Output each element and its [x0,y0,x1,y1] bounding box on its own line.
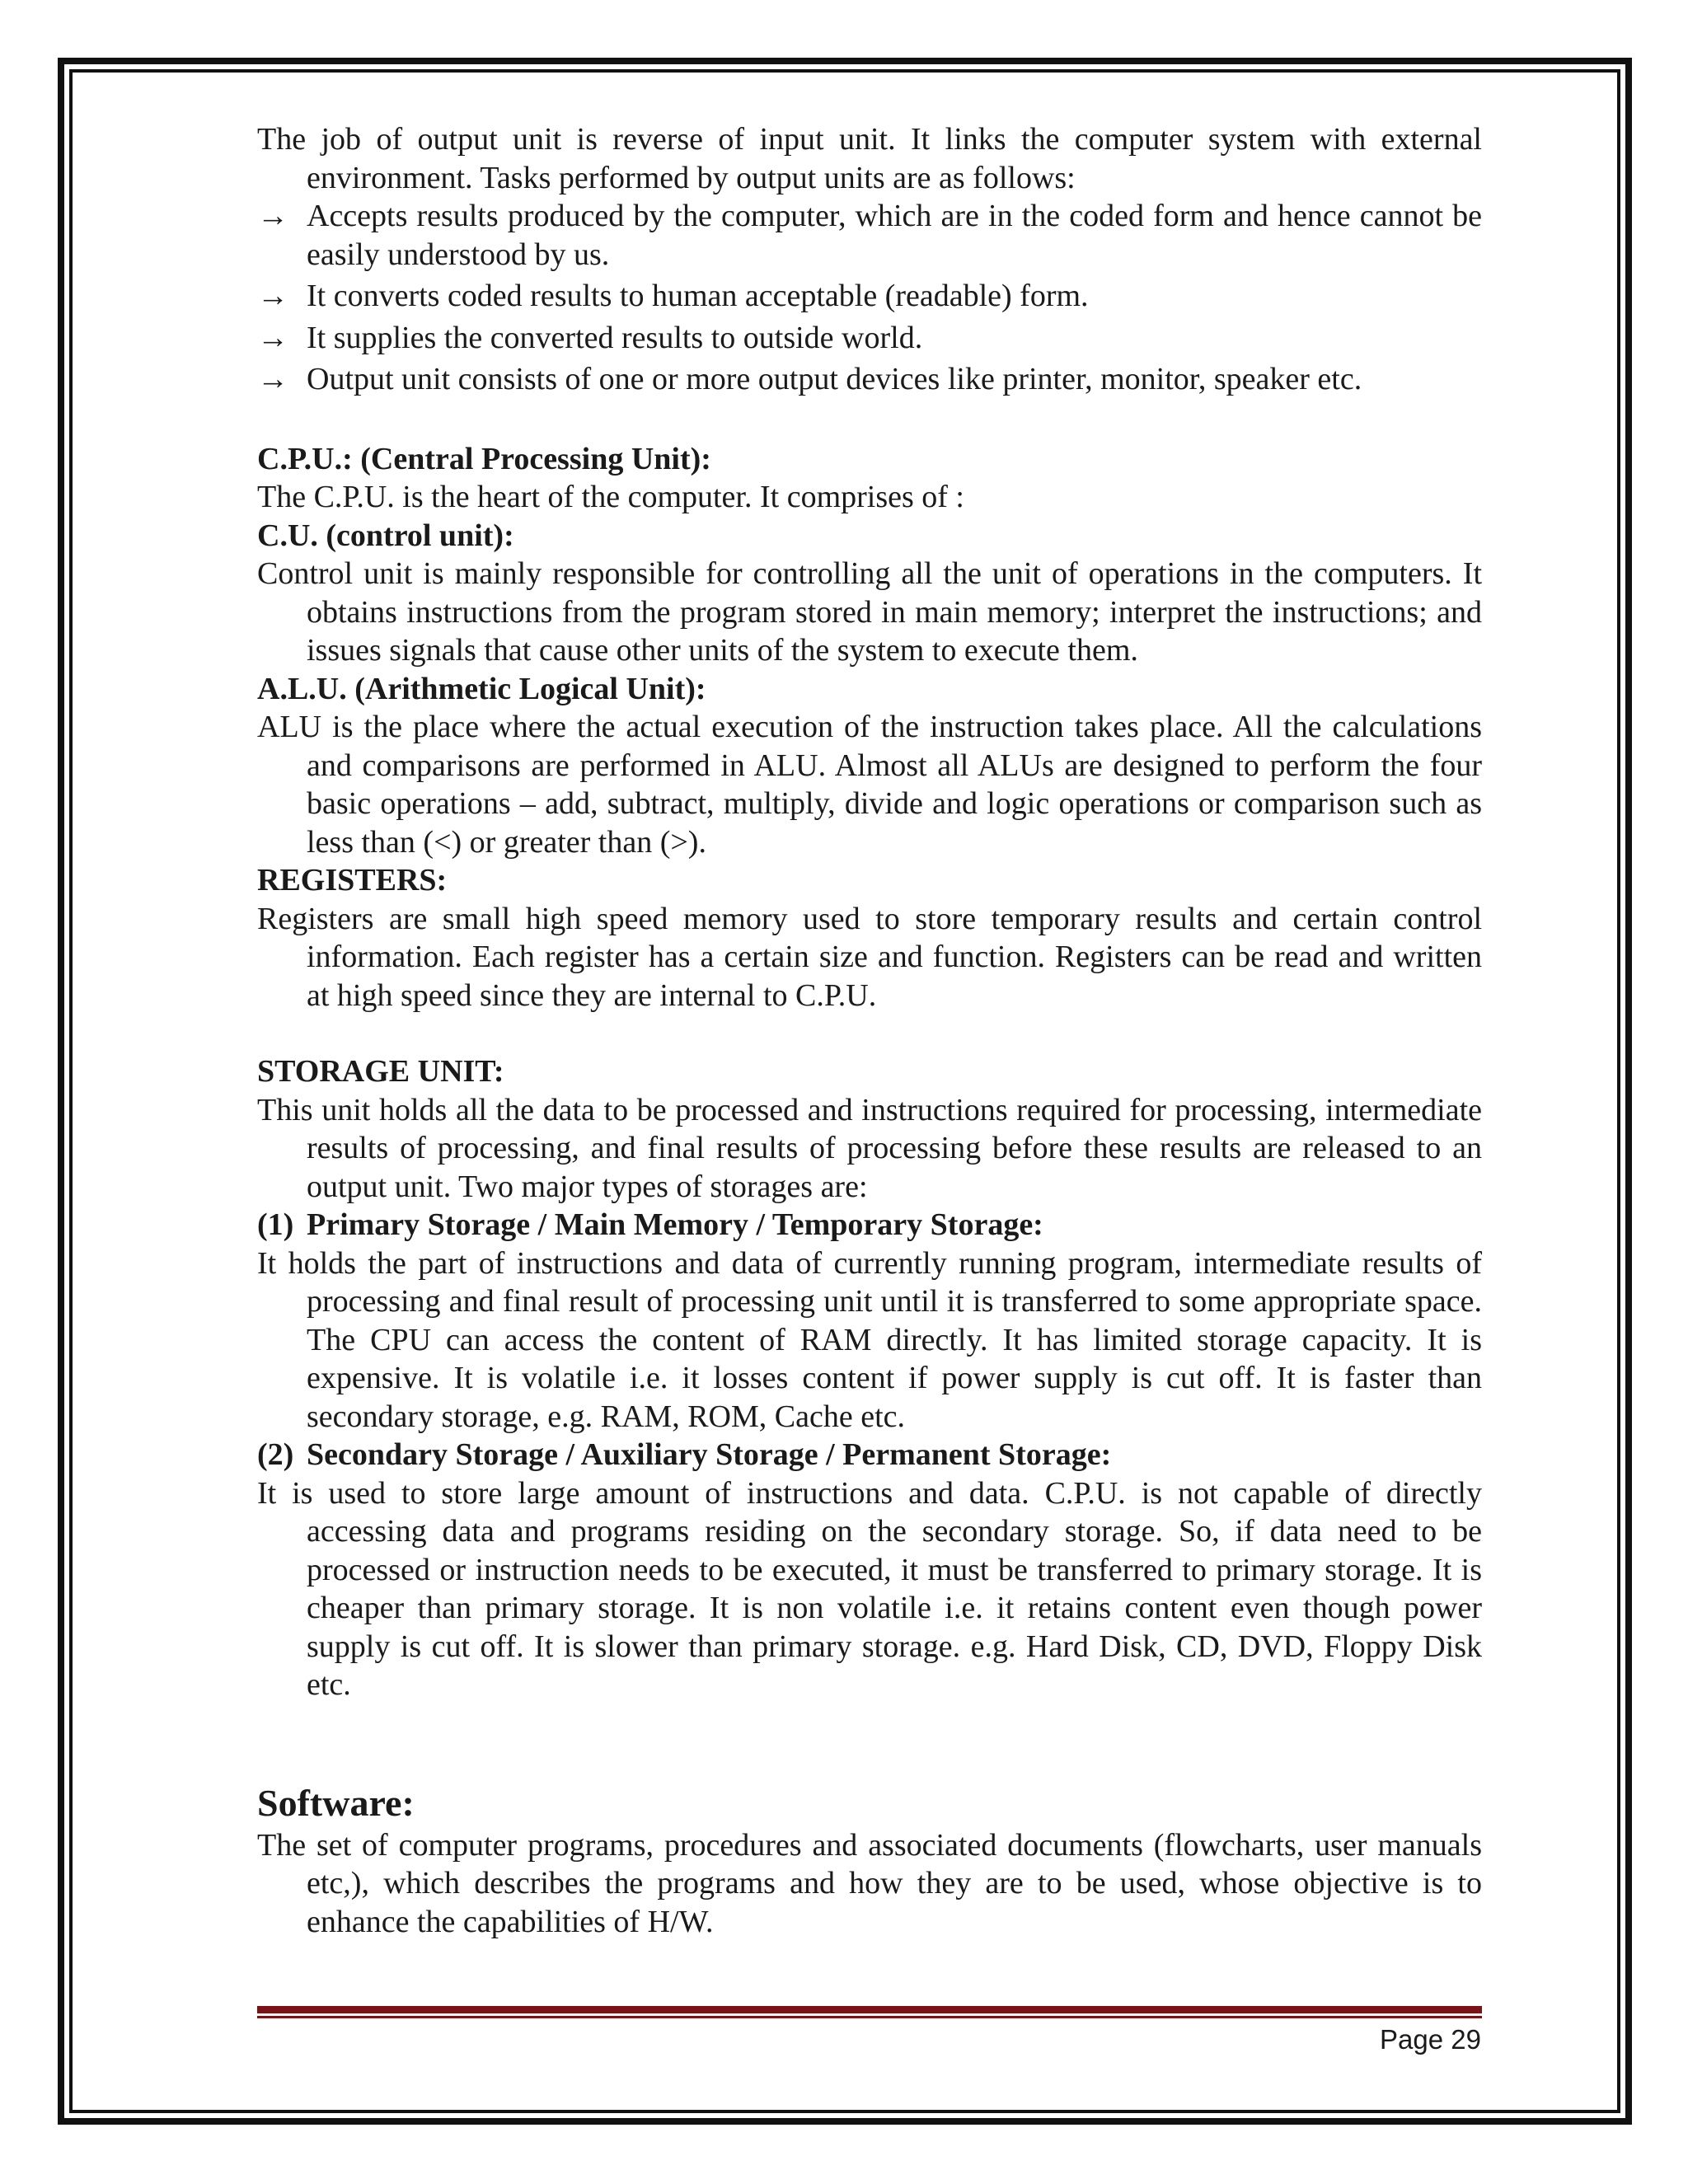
spacer [257,1704,1482,1780]
arrow-icon: → [257,320,288,355]
cpu-heading: C.P.U.: (Central Processing Unit): [257,441,711,476]
cpu-intro: The C.P.U. is the heart of the computer. It comprises of : [257,480,964,514]
spacer [257,402,1482,440]
alu-heading: A.L.U. (Arithmetic Logical Unit): [257,671,706,706]
software-text: The set of computer programs, procedures and associated documents (flowcharts, user manuals etc,), which describes the programs and how they are to be used, whose objective is to enhance the capabilities of H/W. [257,1827,1482,1939]
arrow-icon: → [257,279,288,313]
list-number: (1) [257,1207,294,1242]
document-body [257,120,1482,1941]
heading-text: Primary Storage / Main Memory / Temporary Storage: [307,1207,1043,1242]
bullet-text: It supplies the converted results to outside world. [307,320,923,355]
footer-rule-thick [257,2006,1482,2013]
registers-heading: REGISTERS: [257,863,448,898]
primary-storage-heading [257,1206,1482,1244]
list-item [257,197,1482,274]
bullet-text: Accepts results produced by the computer, which are in the coded form and hence cannot be easily understood by us. [307,199,1482,272]
list-item [257,360,1482,399]
secondary-storage-heading [257,1436,1482,1474]
bullet-text: Output unit consists of one or more output devices like printer, monitor, speaker etc. [307,362,1362,396]
alu-text: ALU is the place where the actual execution of the instruction takes place. All the calculations and comparisons are performed in ALU. Almost all ALUs are designed to perform the four basic operations – add, subtract, multiply, divide and logic operations or comparison such as less than (<) or greater than (>). [257,710,1482,860]
storage-intro: This unit holds all the data to be processed and instructions required for processing, intermediate results of processing, and final results of processing before these results are released to an output unit. Two major types of storages are: [257,1092,1482,1204]
storage-heading: STORAGE UNIT: [257,1054,504,1089]
primary-storage-text: It holds the part of instructions and data of currently running program, intermediate results of processing and final result of processing unit until it is transferred to some appropriate space. The CPU can access the content of RAM directly. It has limited storage capacity. It is expensive. It is volatile i.e. it losses content if power supply is cut off. It is faster than secondary storage, e.g. RAM, ROM, Cache etc. [257,1245,1482,1434]
output-unit-bullet-list [257,197,1482,399]
spacer [257,1015,1482,1052]
heading-text: Secondary Storage / Auxiliary Storage / Permanent Storage: [307,1437,1112,1472]
footer-rule-thin [257,2016,1482,2018]
list-number: (2) [257,1437,294,1472]
cu-text: Control unit is mainly responsible for controlling all the unit of operations in the computers. It obtains instructions from the program stored in main memory; interpret the instructions; and issues signals that cause other units of the system to execute them. [257,556,1482,668]
page-number: Page 29 [1380,2024,1481,2055]
registers-text: Registers are small high speed memory used to store temporary results and certain control information. Each register has a certain size and function. Registers can be read and written at high speed since they are internal to C.P.U. [257,901,1482,1013]
secondary-storage-text: It is used to store large amount of instructions and data. C.P.U. is not capable of directly accessing data and programs residing on the secondary storage. So, if data need to be processed or instruction needs to be executed, it must be transferred to primary storage. It is cheaper than primary storage. It is non volatile i.e. it retains content even though power supply is cut off. It is slower than primary storage. e.g. Hard Disk, CD, DVD, Floppy Disk etc. [257,1475,1482,1702]
software-heading: Software: [257,1781,415,1824]
list-item [257,277,1482,316]
arrow-icon: → [257,362,288,396]
bullet-text: It converts coded results to human acceptable (readable) form. [307,279,1089,313]
list-item [257,319,1482,358]
arrow-icon: → [257,199,288,233]
output-unit-intro: The job of output unit is reverse of input unit. It links the computer system with external environment. Tasks performed by output units are as follows: [257,122,1482,195]
footer-rule [257,2006,1482,2019]
cu-heading: C.U. (control unit): [257,518,514,553]
